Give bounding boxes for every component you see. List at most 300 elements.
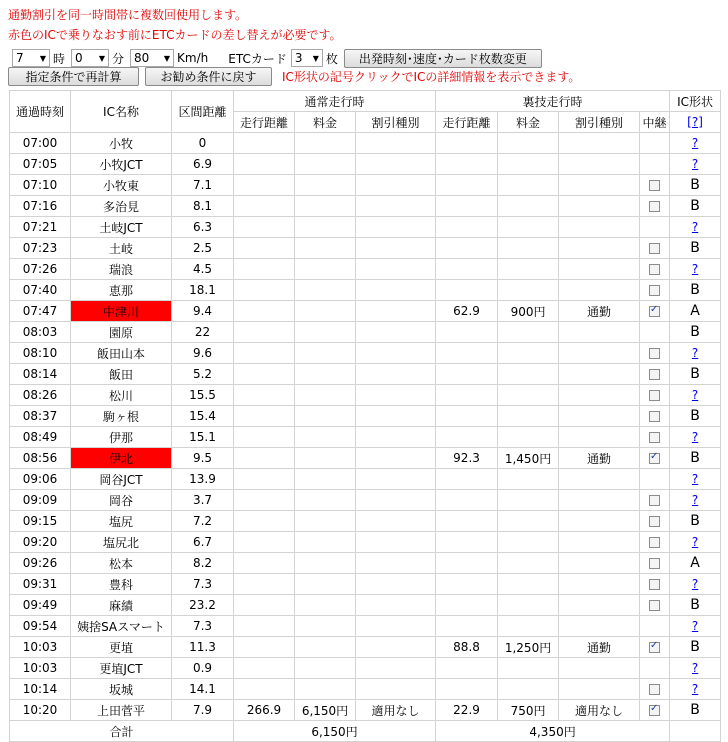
- relay-checkbox[interactable]: [649, 684, 660, 695]
- ura-distance-cell: [436, 511, 498, 532]
- table-row: [10, 406, 721, 427]
- ic-name-cell: 更埴JCT: [71, 658, 172, 679]
- cards-select[interactable]: [291, 49, 323, 67]
- ic-shape-link[interactable]: B: [690, 513, 700, 529]
- table-row: [10, 133, 721, 154]
- ic-name-cell: 豊科: [71, 574, 172, 595]
- ic-name-cell: 伊那: [71, 427, 172, 448]
- ic-shape-link[interactable]: B: [690, 282, 700, 298]
- notice-line-1: 通勤割引を同一時間帯に複数回使用します。: [8, 8, 248, 22]
- table-row: [10, 175, 721, 196]
- ura-discount-cell: [559, 154, 640, 175]
- header-section-distance: 区間距離: [172, 91, 234, 133]
- ic-shape-link[interactable]: B: [690, 324, 700, 340]
- ic-name-cell: 園原: [71, 322, 172, 343]
- ic-shape-link[interactable]: A: [690, 303, 700, 319]
- speed-value: 80: [134, 51, 150, 65]
- minute-value: 0: [75, 51, 83, 65]
- ic-name-cell: 中津川: [71, 301, 172, 322]
- normal-distance-cell: [234, 301, 295, 322]
- ura-fee-cell: 900円: [498, 301, 559, 322]
- header-ura-fee: 料金: [498, 112, 559, 133]
- normal-discount-cell: [356, 637, 436, 658]
- ic-shape-cell: [670, 616, 721, 637]
- normal-fee-cell: [295, 133, 356, 154]
- ic-name-cell: 塩尻北: [71, 532, 172, 553]
- pass-time-cell: 07:21: [10, 217, 71, 238]
- table-row: [10, 301, 721, 322]
- table-row: [10, 595, 721, 616]
- relay-checkbox[interactable]: [649, 558, 660, 569]
- ura-discount-cell: [559, 385, 640, 406]
- recalculate-button[interactable]: 指定条件で再計算: [8, 67, 139, 86]
- relay-checkbox[interactable]: [649, 642, 660, 653]
- ura-discount-cell: [559, 679, 640, 700]
- normal-fee-cell: [295, 175, 356, 196]
- ura-fee-cell: [498, 511, 559, 532]
- ic-shape-link[interactable]: B: [690, 597, 700, 613]
- normal-distance-cell: [234, 574, 295, 595]
- ura-discount-cell: [559, 133, 640, 154]
- ura-discount-cell: [559, 175, 640, 196]
- route-rows: [10, 133, 721, 721]
- ura-discount-cell: [559, 658, 640, 679]
- normal-discount-cell: [356, 448, 436, 469]
- relay-cell: [640, 364, 670, 385]
- relay-checkbox[interactable]: [649, 495, 660, 506]
- ura-discount-cell: [559, 616, 640, 637]
- pass-time-cell: 10:14: [10, 679, 71, 700]
- ura-discount-cell: [559, 511, 640, 532]
- normal-distance-cell: [234, 217, 295, 238]
- relay-checkbox[interactable]: [649, 201, 660, 212]
- speed-select[interactable]: [130, 49, 174, 67]
- pass-time-cell: 07:00: [10, 133, 71, 154]
- ic-shape-link[interactable]: ?: [691, 388, 699, 402]
- normal-distance-cell: [234, 175, 295, 196]
- normal-fee-cell: [295, 658, 356, 679]
- ura-discount-cell: [559, 280, 640, 301]
- ura-distance-cell: [436, 490, 498, 511]
- header-ura-distance: 走行距離: [436, 112, 498, 133]
- relay-checkbox[interactable]: [649, 390, 660, 401]
- normal-distance-cell: [234, 679, 295, 700]
- normal-discount-cell: [356, 469, 436, 490]
- ura-distance-cell: 22.9: [436, 700, 498, 721]
- ic-shape-link[interactable]: ?: [691, 157, 699, 171]
- relay-checkbox[interactable]: [649, 306, 660, 317]
- change-conditions-button[interactable]: 出発時刻･速度･カード枚数変更: [344, 49, 542, 68]
- normal-distance-cell: [234, 259, 295, 280]
- ic-shape-cell: [670, 595, 721, 616]
- table-row: [10, 532, 721, 553]
- normal-discount-cell: [356, 175, 436, 196]
- ura-discount-cell: [559, 427, 640, 448]
- ura-distance-cell: [436, 175, 498, 196]
- section-distance-cell: 9.5: [172, 448, 234, 469]
- ic-shape-link[interactable]: B: [690, 702, 700, 718]
- route-table: [9, 90, 721, 742]
- ic-shape-link[interactable]: B: [690, 240, 700, 256]
- section-distance-cell: 15.1: [172, 427, 234, 448]
- total-label: 合計: [10, 721, 234, 742]
- ic-name-cell: 土岐JCT: [71, 217, 172, 238]
- pass-time-cell: 08:14: [10, 364, 71, 385]
- ic-name-cell: 坂城: [71, 679, 172, 700]
- header-ic-name: IC名称: [71, 91, 172, 133]
- normal-discount-cell: [356, 574, 436, 595]
- ura-fee-cell: [498, 616, 559, 637]
- table-row: [10, 427, 721, 448]
- ic-name-cell: 小牧: [71, 133, 172, 154]
- relay-cell: [640, 574, 670, 595]
- ura-fee-cell: [498, 490, 559, 511]
- ic-shape-link[interactable]: ?: [691, 346, 699, 360]
- relay-cell: [640, 259, 670, 280]
- table-row: [10, 700, 721, 721]
- ic-name-cell: 駒ヶ根: [71, 406, 172, 427]
- ura-distance-cell: [436, 616, 498, 637]
- reset-recommended-button[interactable]: お勧め条件に戻す: [145, 67, 272, 86]
- normal-fee-cell: [295, 616, 356, 637]
- normal-distance-cell: [234, 406, 295, 427]
- ic-shape-link[interactable]: B: [690, 450, 700, 466]
- normal-fee-cell: [295, 196, 356, 217]
- normal-discount-cell: [356, 154, 436, 175]
- ic-shape-help-link[interactable]: [670, 112, 721, 133]
- normal-fee-cell: [295, 679, 356, 700]
- ic-name-cell: 土岐: [71, 238, 172, 259]
- pass-time-cell: 08:49: [10, 427, 71, 448]
- relay-cell: [640, 175, 670, 196]
- ic-shape-link[interactable]: B: [690, 177, 700, 193]
- normal-discount-cell: [356, 217, 436, 238]
- relay-checkbox[interactable]: [649, 600, 660, 611]
- ic-name-cell: 更埴: [71, 637, 172, 658]
- relay-cell: [640, 322, 670, 343]
- normal-distance-cell: [234, 532, 295, 553]
- pass-time-cell: 07:05: [10, 154, 71, 175]
- section-distance-cell: 15.5: [172, 385, 234, 406]
- section-distance-cell: 7.3: [172, 616, 234, 637]
- ic-shape-cell: [670, 175, 721, 196]
- relay-cell: [640, 238, 670, 259]
- table-row: [10, 154, 721, 175]
- ura-distance-cell: [436, 259, 498, 280]
- normal-discount-cell: [356, 406, 436, 427]
- ic-shape-cell: [670, 133, 721, 154]
- header-ic-shape: IC形状: [670, 91, 721, 112]
- ic-shape-cell: [670, 448, 721, 469]
- header-ura-discount: 割引種別: [559, 112, 640, 133]
- relay-checkbox[interactable]: [649, 705, 660, 716]
- normal-fee-cell: [295, 280, 356, 301]
- normal-discount-cell: 適用なし: [356, 700, 436, 721]
- header-normal-run: 通常走行時: [234, 91, 436, 112]
- normal-fee-cell: [295, 385, 356, 406]
- ic-shape-cell: [670, 364, 721, 385]
- normal-fee-cell: [295, 553, 356, 574]
- normal-discount-cell: [356, 553, 436, 574]
- ic-name-cell: 岡谷: [71, 490, 172, 511]
- ura-discount-cell: [559, 259, 640, 280]
- relay-checkbox[interactable]: [649, 453, 660, 464]
- normal-fee-cell: [295, 637, 356, 658]
- pass-time-cell: 09:26: [10, 553, 71, 574]
- ura-fee-cell: [498, 679, 559, 700]
- ic-name-cell: 松本: [71, 553, 172, 574]
- normal-fee-cell: [295, 490, 356, 511]
- normal-distance-cell: [234, 196, 295, 217]
- ic-shape-cell: [670, 154, 721, 175]
- section-distance-cell: 11.3: [172, 637, 234, 658]
- normal-fee-cell: [295, 301, 356, 322]
- ic-shape-cell: [670, 301, 721, 322]
- normal-fee-cell: [295, 511, 356, 532]
- section-distance-cell: 7.3: [172, 574, 234, 595]
- ic-shape-link[interactable]: ?: [691, 430, 699, 444]
- ic-shape-link[interactable]: ?: [691, 262, 699, 276]
- ura-distance-cell: [436, 385, 498, 406]
- ic-shape-link[interactable]: ?: [691, 493, 699, 507]
- section-distance-cell: 8.2: [172, 553, 234, 574]
- normal-distance-cell: [234, 490, 295, 511]
- section-distance-cell: 0: [172, 133, 234, 154]
- ic-shape-link[interactable]: B: [690, 639, 700, 655]
- ura-fee-cell: [498, 406, 559, 427]
- ic-shape-link[interactable]: A: [690, 555, 700, 571]
- ura-fee-cell: 750円: [498, 700, 559, 721]
- ura-discount-cell: [559, 595, 640, 616]
- pass-time-cell: 08:10: [10, 343, 71, 364]
- section-distance-cell: 18.1: [172, 280, 234, 301]
- ic-shape-link[interactable]: ?: [691, 577, 699, 591]
- relay-checkbox[interactable]: [649, 180, 660, 191]
- ic-shape-cell: [670, 196, 721, 217]
- normal-distance-cell: [234, 427, 295, 448]
- ura-discount-cell: 適用なし: [559, 700, 640, 721]
- ic-shape-cell: [670, 637, 721, 658]
- pass-time-cell: 07:26: [10, 259, 71, 280]
- ura-distance-cell: [436, 343, 498, 364]
- normal-distance-cell: [234, 448, 295, 469]
- normal-discount-cell: [356, 658, 436, 679]
- ura-fee-cell: [498, 133, 559, 154]
- ic-shape-link[interactable]: B: [690, 408, 700, 424]
- hour-unit: 時: [53, 51, 66, 66]
- ic-name-cell: 伊北: [71, 448, 172, 469]
- ic-shape-cell: [670, 322, 721, 343]
- section-distance-cell: 15.4: [172, 406, 234, 427]
- normal-distance-cell: [234, 469, 295, 490]
- normal-discount-cell: [356, 364, 436, 385]
- ic-shape-link[interactable]: ?: [691, 472, 699, 486]
- relay-checkbox[interactable]: [649, 516, 660, 527]
- pass-time-cell: 07:40: [10, 280, 71, 301]
- relay-cell: [640, 301, 670, 322]
- ic-shape-cell: [670, 490, 721, 511]
- ic-shape-hint: IC形状の記号クリックでICの詳細情報を表示できます。: [282, 70, 581, 84]
- total-normal-fee: 6,150円: [234, 721, 436, 742]
- normal-discount-cell: [356, 616, 436, 637]
- section-distance-cell: 9.4: [172, 301, 234, 322]
- ura-distance-cell: [436, 532, 498, 553]
- ura-distance-cell: [436, 322, 498, 343]
- relay-checkbox[interactable]: [649, 411, 660, 422]
- normal-discount-cell: [356, 511, 436, 532]
- normal-discount-cell: [356, 301, 436, 322]
- pass-time-cell: 07:23: [10, 238, 71, 259]
- pass-time-cell: 10:20: [10, 700, 71, 721]
- ic-shape-link[interactable]: ?: [691, 535, 699, 549]
- normal-distance-cell: [234, 511, 295, 532]
- normal-fee-cell: [295, 154, 356, 175]
- minute-select[interactable]: [71, 49, 109, 67]
- ura-fee-cell: [498, 553, 559, 574]
- total-blank: [670, 721, 721, 742]
- ic-shape-link[interactable]: B: [690, 366, 700, 382]
- relay-cell: [640, 280, 670, 301]
- ic-name-cell: 上田菅平: [71, 700, 172, 721]
- table-row: [10, 385, 721, 406]
- ic-name-cell: 塩尻: [71, 511, 172, 532]
- ic-name-cell: 多治見: [71, 196, 172, 217]
- relay-checkbox[interactable]: [649, 264, 660, 275]
- pass-time-cell: 09:06: [10, 469, 71, 490]
- ura-distance-cell: [436, 679, 498, 700]
- pass-time-cell: 10:03: [10, 637, 71, 658]
- ura-fee-cell: [498, 469, 559, 490]
- relay-checkbox[interactable]: [649, 369, 660, 380]
- pass-time-cell: 08:56: [10, 448, 71, 469]
- ura-fee-cell: [498, 196, 559, 217]
- table-row: [10, 196, 721, 217]
- relay-cell: [640, 154, 670, 175]
- ura-discount-cell: [559, 574, 640, 595]
- ic-shape-cell: [670, 259, 721, 280]
- table-row: [10, 217, 721, 238]
- ura-distance-cell: 62.9: [436, 301, 498, 322]
- relay-cell: [640, 196, 670, 217]
- ura-fee-cell: [498, 154, 559, 175]
- normal-distance-cell: [234, 595, 295, 616]
- section-distance-cell: 8.1: [172, 196, 234, 217]
- help-link-text[interactable]: [?]: [687, 115, 703, 129]
- pass-time-cell: 09:20: [10, 532, 71, 553]
- relay-cell: [640, 490, 670, 511]
- ic-shape-cell: [670, 238, 721, 259]
- relay-checkbox[interactable]: [649, 348, 660, 359]
- ura-distance-cell: [436, 595, 498, 616]
- ic-shape-link[interactable]: ?: [691, 682, 699, 696]
- ura-distance-cell: [436, 406, 498, 427]
- ura-discount-cell: 通勤: [559, 448, 640, 469]
- hour-select[interactable]: [12, 49, 50, 67]
- normal-discount-cell: [356, 343, 436, 364]
- ic-shape-link[interactable]: ?: [691, 619, 699, 633]
- ic-shape-link[interactable]: ?: [691, 220, 699, 234]
- ic-shape-link[interactable]: ?: [691, 661, 699, 675]
- ura-fee-cell: 1,450円: [498, 448, 559, 469]
- section-distance-cell: 7.1: [172, 175, 234, 196]
- table-row: [10, 322, 721, 343]
- ura-fee-cell: [498, 217, 559, 238]
- ic-name-cell: 姨捨SAスマート: [71, 616, 172, 637]
- pass-time-cell: 08:26: [10, 385, 71, 406]
- relay-checkbox[interactable]: [649, 243, 660, 254]
- normal-discount-cell: [356, 385, 436, 406]
- ura-fee-cell: [498, 658, 559, 679]
- table-row: [10, 637, 721, 658]
- normal-discount-cell: [356, 280, 436, 301]
- cards-value: 3: [294, 51, 303, 65]
- relay-checkbox[interactable]: [649, 285, 660, 296]
- table-row: [10, 469, 721, 490]
- pass-time-cell: 08:03: [10, 322, 71, 343]
- ic-shape-link[interactable]: B: [690, 198, 700, 214]
- header-time: 通過時刻: [10, 91, 71, 133]
- ura-fee-cell: [498, 175, 559, 196]
- ic-shape-cell: [670, 406, 721, 427]
- relay-cell: [640, 511, 670, 532]
- relay-checkbox[interactable]: [649, 579, 660, 590]
- normal-discount-cell: [356, 490, 436, 511]
- section-distance-cell: 3.7: [172, 490, 234, 511]
- ura-discount-cell: [559, 490, 640, 511]
- ic-shape-cell: [670, 427, 721, 448]
- time-speed-controls: [12, 47, 542, 69]
- normal-fee-cell: [295, 574, 356, 595]
- normal-discount-cell: [356, 322, 436, 343]
- ura-distance-cell: [436, 196, 498, 217]
- ic-shape-cell: [670, 658, 721, 679]
- normal-distance-cell: [234, 553, 295, 574]
- ic-shape-cell: [670, 574, 721, 595]
- normal-fee-cell: [295, 259, 356, 280]
- normal-discount-cell: [356, 679, 436, 700]
- ura-distance-cell: 92.3: [436, 448, 498, 469]
- relay-cell: [640, 532, 670, 553]
- ic-name-cell: 小牧JCT: [71, 154, 172, 175]
- relay-checkbox[interactable]: [649, 537, 660, 548]
- relay-cell: [640, 637, 670, 658]
- normal-distance-cell: [234, 637, 295, 658]
- ura-discount-cell: [559, 238, 640, 259]
- ura-discount-cell: 通勤: [559, 637, 640, 658]
- ic-name-cell: 松川: [71, 385, 172, 406]
- table-row: [10, 238, 721, 259]
- section-distance-cell: 22: [172, 322, 234, 343]
- ura-fee-cell: [498, 427, 559, 448]
- ura-fee-cell: [498, 238, 559, 259]
- pass-time-cell: 09:31: [10, 574, 71, 595]
- ura-discount-cell: [559, 469, 640, 490]
- section-distance-cell: 9.6: [172, 343, 234, 364]
- relay-cell: [640, 343, 670, 364]
- normal-fee-cell: [295, 427, 356, 448]
- ic-shape-link[interactable]: ?: [691, 136, 699, 150]
- ic-name-cell: 岡谷JCT: [71, 469, 172, 490]
- total-ura-fee: 4,350円: [436, 721, 670, 742]
- table-row: [10, 448, 721, 469]
- table-row: [10, 679, 721, 700]
- normal-discount-cell: [356, 532, 436, 553]
- ura-distance-cell: [436, 154, 498, 175]
- relay-checkbox[interactable]: [649, 432, 660, 443]
- ura-distance-cell: [436, 217, 498, 238]
- ura-fee-cell: [498, 595, 559, 616]
- normal-distance-cell: [234, 616, 295, 637]
